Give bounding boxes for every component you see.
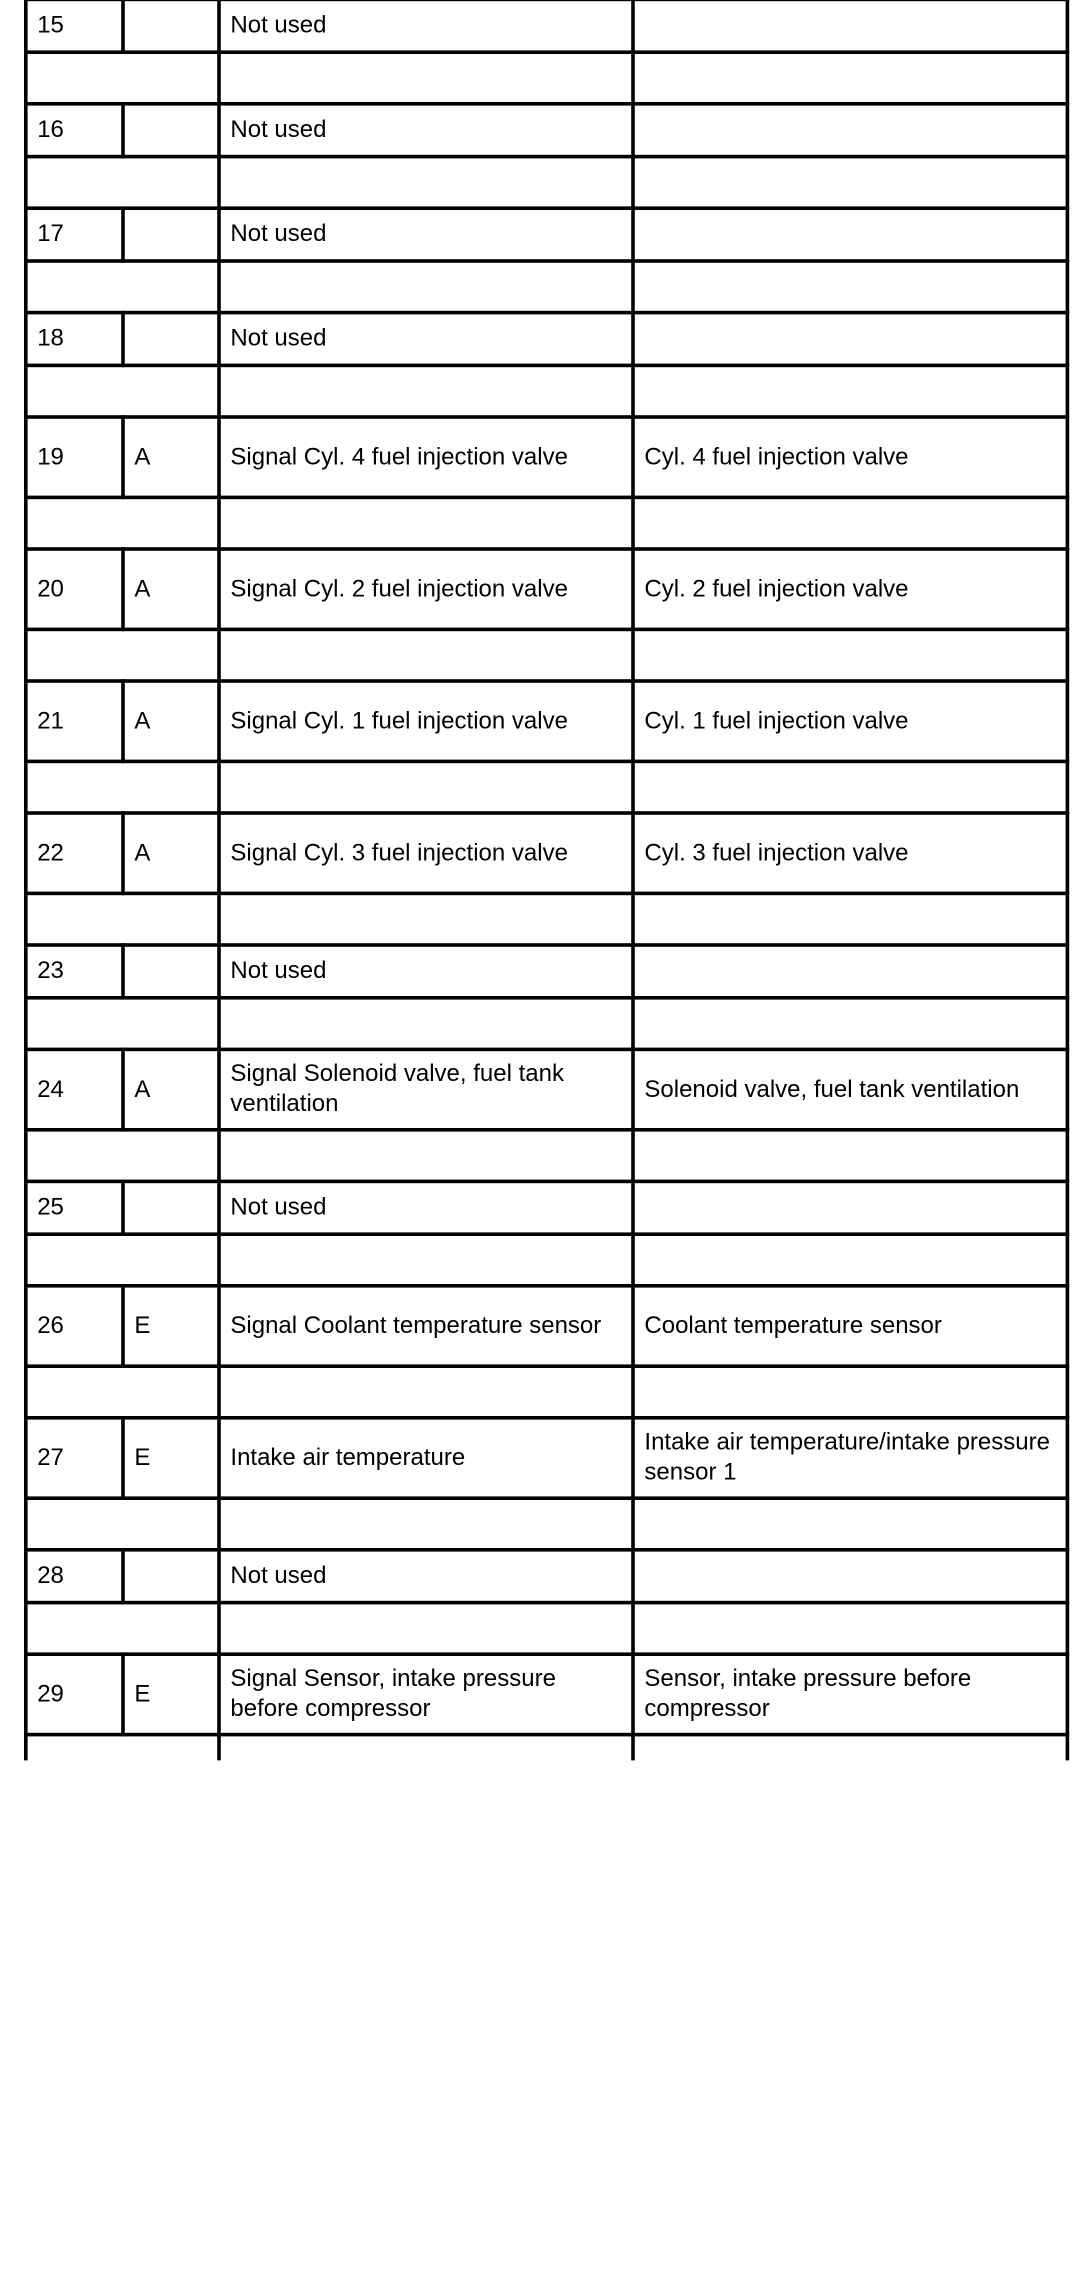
component-cell: Cyl. 1 fuel injection valve [633,681,1067,761]
pin-cell: 24 [26,1049,123,1129]
table-row [26,813,1068,893]
spacer-cell [633,157,1067,209]
signal-cell: Not used [219,1550,633,1603]
spacer-cell [633,761,1067,813]
signal-cell: Not used [219,945,633,998]
component-cell [633,945,1067,998]
pin-cell: 18 [26,313,123,366]
pin-cell: 22 [26,813,123,893]
component-cell [633,104,1067,157]
spacer-row [26,261,1068,313]
signal-cell: Not used [219,1181,633,1234]
spacer-cell [219,261,633,313]
spacer-cell [219,761,633,813]
signal-cell: Signal Cyl. 1 fuel injection valve [219,681,633,761]
component-cell: Cyl. 4 fuel injection valve [633,417,1067,497]
pin-cell: 20 [26,549,123,629]
pin-table-body [26,0,1068,1760]
spacer-cell [26,1498,219,1550]
pin-cell: 25 [26,1181,123,1234]
type-cell: A [123,417,219,497]
table-row [26,1049,1068,1129]
table-row [26,104,1068,157]
spacer-row [26,1498,1068,1550]
signal-cell: Signal Cyl. 3 fuel injection valve [219,813,633,893]
type-cell: E [123,1418,219,1498]
table-row [26,1181,1068,1234]
spacer-cell [26,1366,219,1418]
type-cell: A [123,813,219,893]
spacer-row [26,998,1068,1050]
pin-cell: 26 [26,1286,123,1366]
spacer-row [26,365,1068,417]
pin-cell: 23 [26,945,123,998]
spacer-row [26,629,1068,681]
component-cell: Solenoid valve, fuel tank ventilation [633,1049,1067,1129]
spacer-cell [26,365,219,417]
component-cell [633,208,1067,261]
component-cell [633,1550,1067,1603]
type-cell [123,104,219,157]
spacer-cell [633,261,1067,313]
signal-cell: Not used [219,104,633,157]
table-row [26,681,1068,761]
spacer-cell [219,1130,633,1182]
spacer-cell [26,629,219,681]
table-row [26,1550,1068,1603]
spacer-cell [26,1735,219,1761]
type-cell [123,313,219,366]
table-row [26,1286,1068,1366]
pin-cell: 28 [26,1550,123,1603]
pin-assignment-table [24,0,1069,1760]
signal-cell: Signal Cyl. 2 fuel injection valve [219,549,633,629]
table-row [26,208,1068,261]
spacer-cell [633,1498,1067,1550]
type-cell [123,1181,219,1234]
type-cell [123,208,219,261]
type-cell [123,945,219,998]
spacer-cell [633,497,1067,549]
component-cell [633,0,1067,52]
spacer-cell [219,497,633,549]
spacer-cell [219,52,633,104]
spacer-cell [633,629,1067,681]
spacer-cell [219,893,633,945]
spacer-row [26,1735,1068,1761]
type-cell: A [123,549,219,629]
signal-cell: Intake air temperature [219,1418,633,1498]
spacer-cell [633,1735,1067,1761]
signal-cell: Not used [219,313,633,366]
pin-cell: 29 [26,1654,123,1734]
table-row [26,1654,1068,1734]
spacer-cell [633,1603,1067,1655]
spacer-cell [633,1366,1067,1418]
spacer-cell [26,1130,219,1182]
component-cell: Coolant temperature sensor [633,1286,1067,1366]
signal-cell: Signal Coolant temperature sensor [219,1286,633,1366]
pin-cell: 21 [26,681,123,761]
spacer-cell [219,365,633,417]
spacer-cell [633,365,1067,417]
signal-cell: Signal Sensor, intake pressure before compressor [219,1654,633,1734]
table-row [26,417,1068,497]
spacer-cell [219,1735,633,1761]
type-cell [123,1550,219,1603]
table-row [26,313,1068,366]
spacer-cell [633,52,1067,104]
spacer-cell [219,157,633,209]
spacer-cell [26,52,219,104]
type-cell [123,0,219,52]
spacer-cell [219,1234,633,1286]
pin-cell: 17 [26,208,123,261]
spacer-cell [26,893,219,945]
spacer-cell [633,998,1067,1050]
spacer-cell [633,893,1067,945]
spacer-row [26,761,1068,813]
spacer-cell [219,629,633,681]
spacer-row [26,497,1068,549]
spacer-cell [219,1366,633,1418]
spacer-cell [26,497,219,549]
spacer-cell [26,157,219,209]
spacer-cell [633,1234,1067,1286]
spacer-cell [219,1603,633,1655]
spacer-row [26,893,1068,945]
spacer-row [26,1603,1068,1655]
spacer-cell [633,1130,1067,1182]
component-cell [633,313,1067,366]
component-cell: Cyl. 2 fuel injection valve [633,549,1067,629]
signal-cell: Signal Cyl. 4 fuel injection valve [219,417,633,497]
pin-cell: 16 [26,104,123,157]
spacer-row [26,1130,1068,1182]
spacer-cell [26,1234,219,1286]
pin-cell: 19 [26,417,123,497]
spacer-cell [26,1603,219,1655]
component-cell: Intake air temperature/intake pressure sensor 1 [633,1418,1067,1498]
spacer-cell [219,1498,633,1550]
spacer-cell [26,761,219,813]
spacer-cell [26,998,219,1050]
type-cell: E [123,1654,219,1734]
component-cell [633,1181,1067,1234]
type-cell: A [123,1049,219,1129]
pin-cell: 27 [26,1418,123,1498]
table-row [26,945,1068,998]
signal-cell: Not used [219,0,633,52]
table-row [26,1418,1068,1498]
spacer-cell [219,998,633,1050]
spacer-row [26,52,1068,104]
spacer-row [26,1234,1068,1286]
signal-cell: Signal Solenoid valve, fuel tank ventilation [219,1049,633,1129]
table-row [26,549,1068,629]
spacer-row [26,157,1068,209]
spacer-row [26,1366,1068,1418]
component-cell: Sensor, intake pressure before compressor [633,1654,1067,1734]
signal-cell: Not used [219,208,633,261]
component-cell: Cyl. 3 fuel injection valve [633,813,1067,893]
table-row [26,0,1068,52]
pin-cell: 15 [26,0,123,52]
spacer-cell [26,261,219,313]
type-cell: E [123,1286,219,1366]
type-cell: A [123,681,219,761]
